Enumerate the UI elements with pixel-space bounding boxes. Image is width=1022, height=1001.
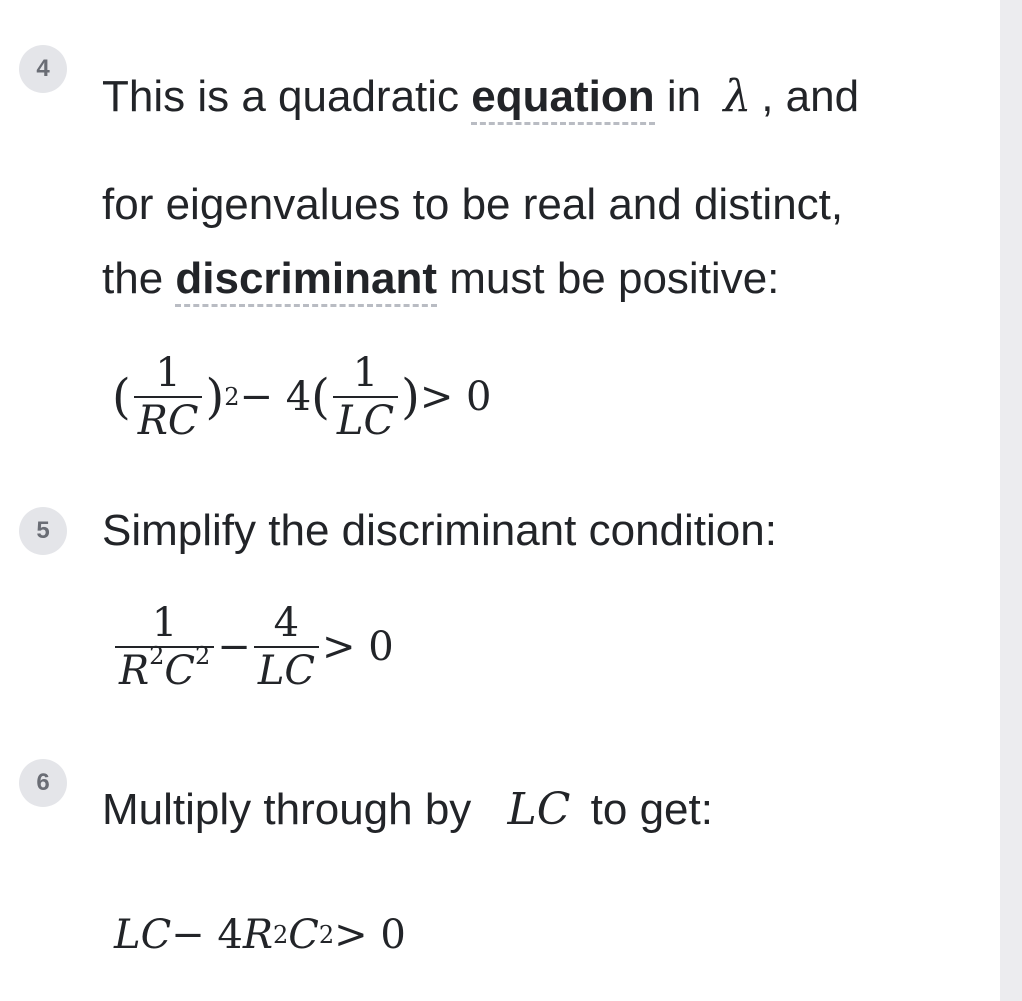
step-4-text-line-1 <box>102 70 859 124</box>
math-variable: C <box>164 648 196 694</box>
step-number-badge: 5 <box>19 507 67 555</box>
math-variable: R <box>242 912 273 958</box>
fraction-denominator: LC <box>254 646 319 694</box>
step-6-text <box>102 783 713 837</box>
step-number-badge: 6 <box>19 759 67 807</box>
math-operator: − 4 <box>239 374 312 420</box>
fraction-one-over-r2c2 <box>115 600 214 694</box>
math-operator: − 4 <box>171 912 243 958</box>
math-relation: > 0 <box>321 624 394 670</box>
discriminant-inequality-formula: ( $\frac{1}{RC}$ ) 2 − 4 ( $\frac{1}{LC}$ ) > 0 <box>112 350 492 444</box>
final-inequality-formula: LC − 4 R 2 C 2 > 0 <box>114 912 406 958</box>
math-symbol: ( <box>311 369 330 425</box>
fraction-one-over-lc <box>333 350 398 444</box>
text-segment: This is a quadratic <box>102 72 472 121</box>
fraction-denominator <box>115 642 214 694</box>
glossary-term-discriminant[interactable]: discriminant <box>175 254 437 307</box>
text-segment: the <box>102 254 176 303</box>
text-segment: to get: <box>578 785 713 834</box>
text-segment: in <box>654 72 714 121</box>
math-variable-lambda: λ <box>723 71 752 122</box>
fraction-four-over-lc <box>254 600 319 694</box>
exponent: 2 <box>149 642 165 670</box>
step-4-text-line-2: for eigenvalues to be real and distinct, <box>102 180 844 229</box>
math-relation: > 0 <box>419 374 492 420</box>
fraction-denominator: RC <box>134 396 203 444</box>
step-number-badge: 4 <box>19 45 67 93</box>
math-operator: − <box>217 624 251 670</box>
math-variable: LC <box>114 912 172 958</box>
math-symbol: ) <box>401 369 420 425</box>
math-variable-lc: LC <box>507 784 571 835</box>
math-symbol: ( <box>112 369 131 425</box>
fraction-one-over-rc <box>134 350 203 444</box>
simplified-discriminant-formula <box>112 600 394 694</box>
math-symbol: ) <box>205 369 225 425</box>
glossary-term-equation[interactable]: equation <box>471 72 654 125</box>
fraction-numerator: 1 <box>352 350 379 396</box>
fraction-denominator: LC <box>333 396 398 444</box>
text-segment: , and <box>761 72 860 121</box>
step-4-text-line-3 <box>102 252 779 306</box>
text-segment: Multiply through by <box>102 785 484 834</box>
fraction-numerator: 1 <box>155 350 181 396</box>
step-5-text: Simplify the discriminant condition: <box>102 506 777 555</box>
math-variable: C <box>288 912 319 958</box>
fraction-numerator: 1 <box>151 600 178 646</box>
exponent: 2 <box>195 642 211 670</box>
fraction-numerator: 4 <box>273 600 300 646</box>
scrollbar[interactable] <box>1000 0 1022 1001</box>
math-variable: R <box>119 648 150 694</box>
math-relation: > 0 <box>334 912 406 958</box>
text-segment: must be positive: <box>437 254 780 303</box>
